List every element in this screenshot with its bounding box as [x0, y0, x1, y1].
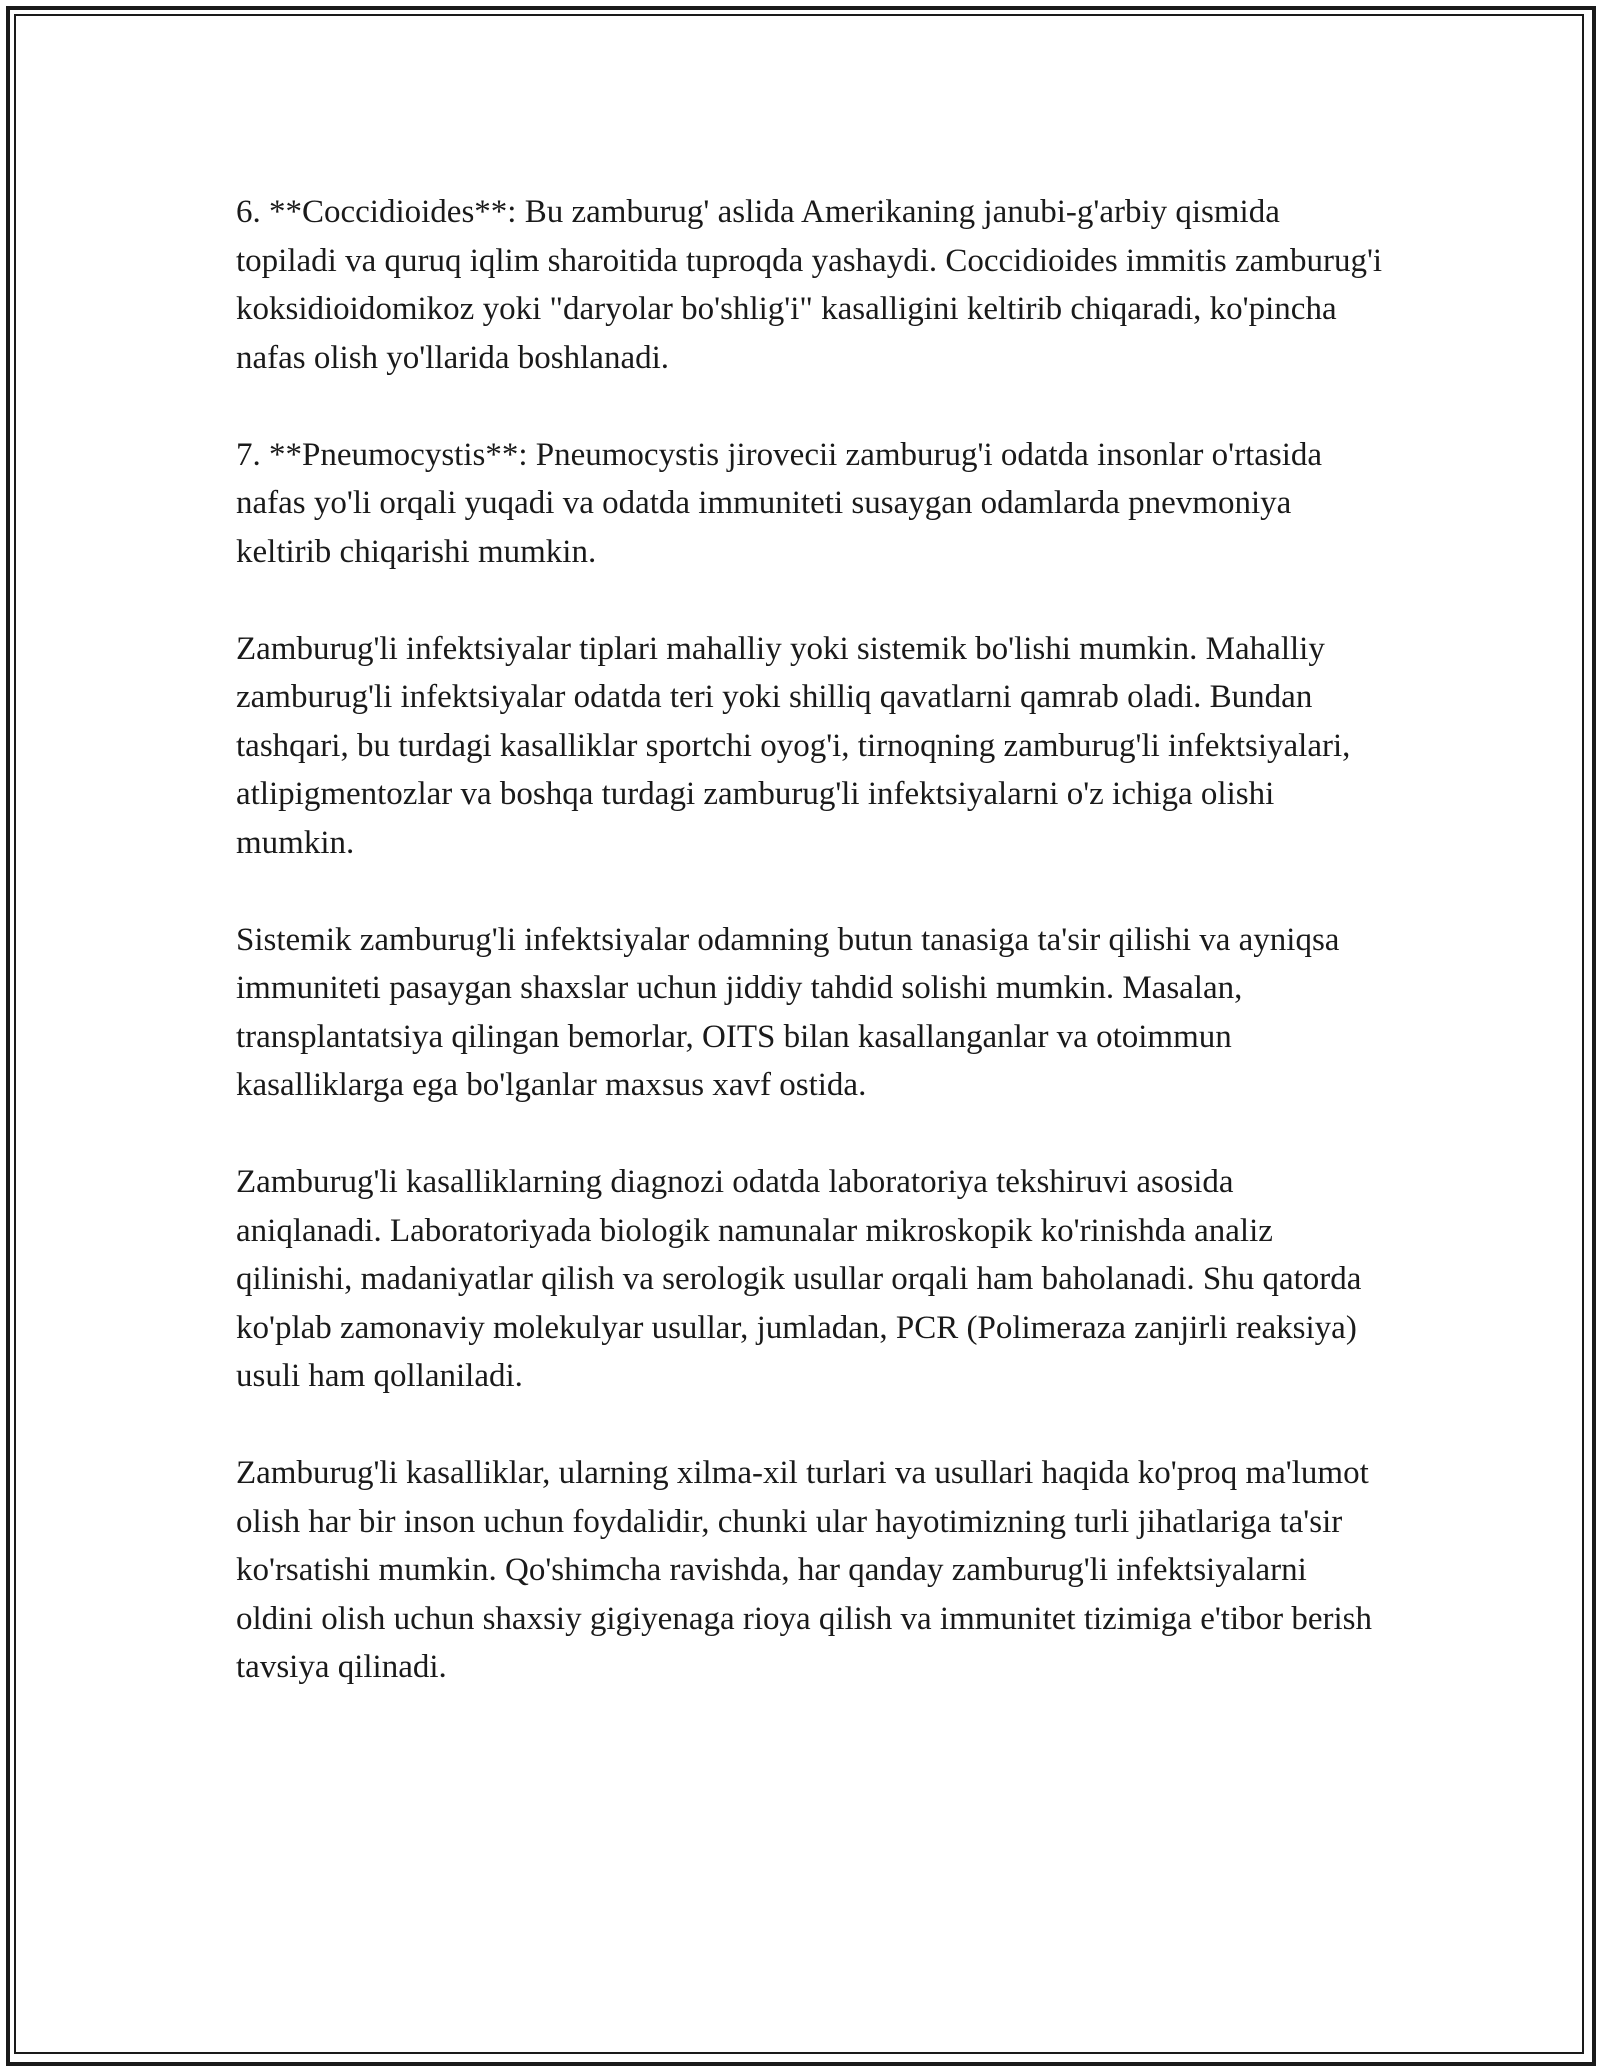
paragraph-infection-types: Zamburug'li infektsiyalar tiplari mahalliy yoki sistemik bo'lishi mumkin. Mahalliy zamburug'li infektsiyalar odatda teri yoki shilliq qavatlarni qamrab oladi. Bundan tashqari, bu turdagi kasalliklar sportchi oyog'i, tirnoqning zamburug'li infektsiyalari, atlipigmentozlar va boshqa turdagi zamburug'li infektsiyalarni o'z ichiga olishi mumkin.: [236, 630, 1351, 861]
paragraph-coccidioides: 6. **Coccidioides**: Bu zamburug' aslida Amerikaning janubi-g'arbiy qismida topiladi va quruq iqlim sharoitida tuproqda yashaydi. Coccidioides immitis zamburug'i koksidioidomikoz yoki "daryolar bo'shlig'i" kasalligini keltirib chiqaradi, ko'pincha nafas olish yo'llarida boshlanadi.: [236, 194, 1383, 376]
document-body: [236, 188, 1386, 1692]
paragraph-systemic-infections: Sistemik zamburug'li infektsiyalar odamning butun tanasiga ta'sir qilishi va ayniqsa immuniteti pasaygan shaxslar uchun jiddiy tahdid solishi mumkin. Masalan, transplantatsiya qilingan bemorlar, OITS bilan kasallanganlar va otoimmun kasalliklarga ega bo'lganlar maxsus xavf ostida.: [236, 921, 1340, 1103]
paragraph-pneumocystis: 7. **Pneumocystis**: Pneumocystis jirovecii zamburug'i odatda insonlar o'rtasida nafas yo'li orqali yuqadi va odatda immuniteti susaygan odamlarda pnevmoniya keltirib chiqarishi mumkin.: [236, 436, 1323, 570]
paragraph-conclusion: Zamburug'li kasalliklar, ularning xilma-xil turlari va usullari haqida ko'proq ma'lumot olish har bir inson uchun foydalidir, chunki ular hayotimizning turli jihatlariga ta'sir ko'rsatishi mumkin. Qo'shimcha ravishda, har qanday zamburug'li infektsiyalarni oldini olish uchun shaxsiy gigiyenaga rioya qilish va immunitet tizimiga e'tibor berish tavsiya qilinadi.: [236, 1455, 1373, 1685]
paragraph-diagnosis: Zamburug'li kasalliklarning diagnozi odatda laboratoriya tekshiruvi asosida aniqlanadi. Laboratoriyada biologik namunalar mikroskopik ko'rinishda analiz qilinishi, madaniyatlar qilish va serologik usullar orqali ham baholanadi. Shu qatorda ko'plab zamonaviy molekulyar usullar, jumladan, PCR (Polimeraza zanjirli reaksiya) usuli ham qollaniladi.: [236, 1164, 1362, 1394]
